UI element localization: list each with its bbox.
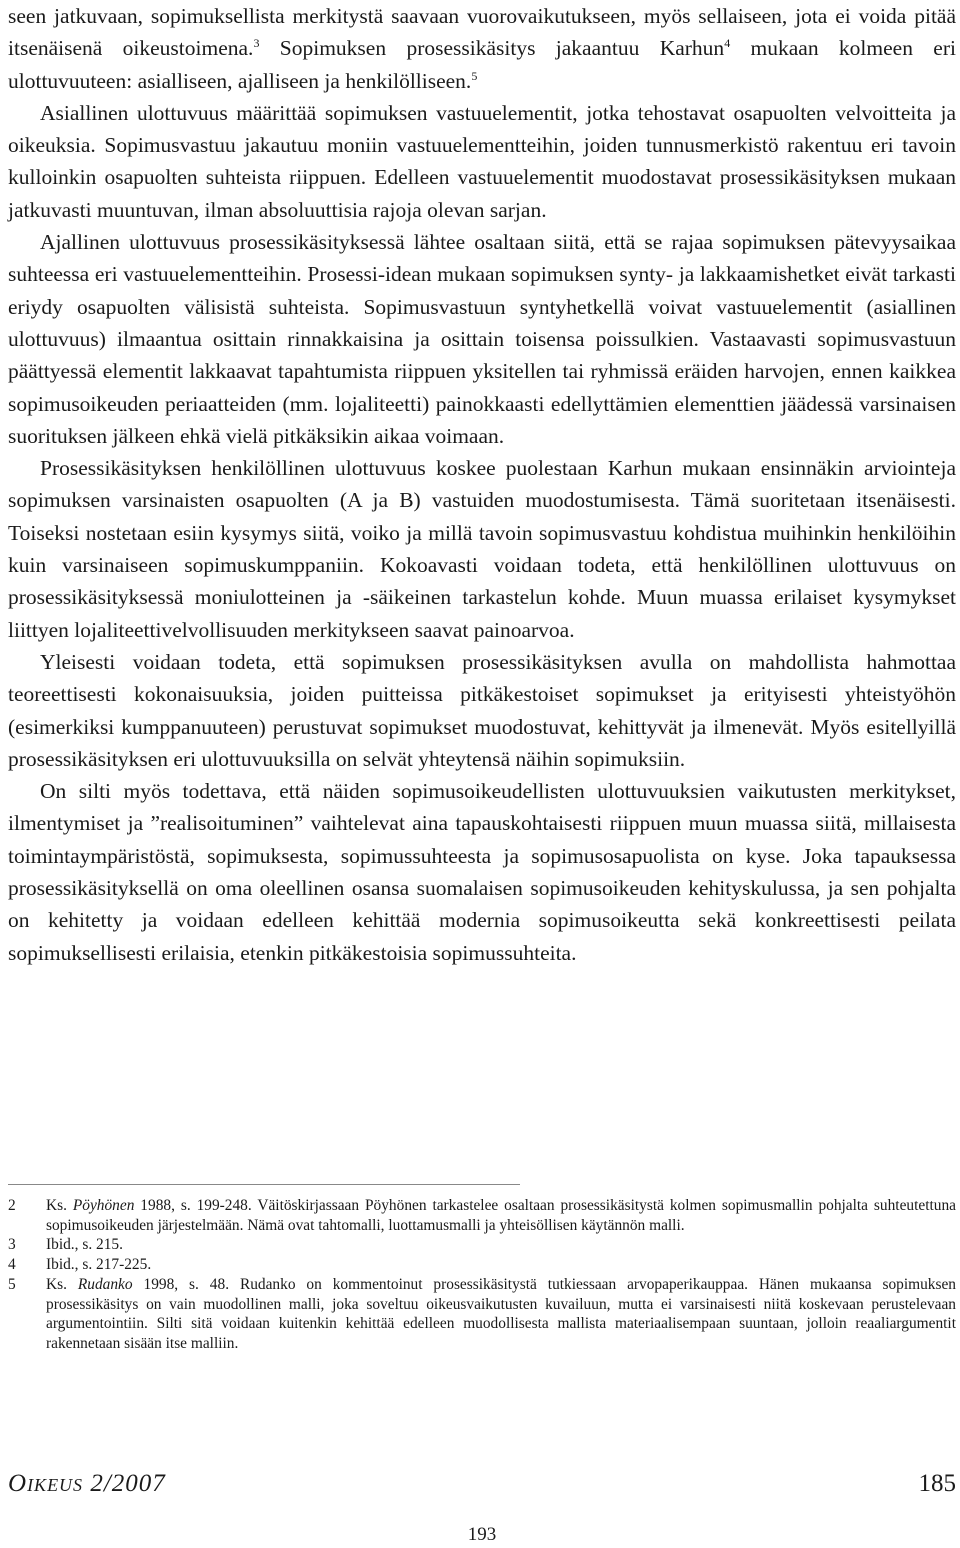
- journal-name: OIKEUS 2/2007: [8, 1470, 166, 1497]
- paragraph: [8, 775, 956, 969]
- paragraph: [8, 226, 956, 452]
- footnote-text-part: Ks.: [46, 1197, 73, 1214]
- footnote-number: 3: [8, 1236, 16, 1254]
- footnote-text: [46, 1275, 956, 1354]
- paragraph-text: Sopimuksen prosessikäsitys jakaantuu Karhun: [259, 36, 725, 61]
- paragraph-text: Prosessikäsityksen henkilöllinen ulottuvuus koskee puolestaan Karhun mukaan ensinnäkin arviointeja sopimuksen varsinaisten osapuolten (A ja B) vastuiden muodostumisesta. Tämä suoritetaan itsenäisesti. Toiseksi nostetaan esiin kysymys siitä, voiko ja millä tavoin sopimusvastuu kohdistua muihinkin henkilöihin kuin varsinaiseen sopimuskumppaniin. Kokoavasti voidaan todeta, että henkilöllinen ulottuvuus on prosessikäsityksessä moniulotteinen ja -säikeinen tarkastelun kohde. Muun muassa erilaiset kysymykset liittyen lojaliteettivelvollisuuden merkitykseen saavat painoarvoa.: [8, 456, 956, 642]
- document-page: [8, 0, 956, 1548]
- footnote-text-part: Ks.: [46, 1275, 78, 1293]
- footnote-ref: 5: [471, 68, 478, 83]
- footnote-text: [46, 1255, 956, 1275]
- page-number: 185: [918, 1470, 956, 1497]
- paragraph-text: Asiallinen ulottuvuus määrittää sopimuksen vastuuelementit, jotka tehostavat osapuolten velvoitteita ja oikeuksia. Sopimusvastuu jakautuu moniin vastuuelementteihin, joiden tunnusmerkistö rakentuu eri tavoin kulloinkin osapuolten suhteista riippuen. Edelleen vastuuelementit muodostavat prosessikäsityksen mukaan jatkuvasti muuntuvan, ilman absoluuttisia rajoja olevan sarjan.: [8, 100, 956, 222]
- footnote-ref: 3: [253, 36, 260, 51]
- paragraph-text: mukaan kolmeen eri ulottuvuuteen: asialliseen, ajalliseen ja henkilölliseen.: [8, 36, 956, 93]
- paragraph: [8, 452, 956, 646]
- footnote-text-part: 1998, s. 48. Rudanko on kommentoinut prosessikäsitystä tutkiessaan arvopaperikauppaa. Hänen mukaansa sopimuksen prosessikäsitys on vain muodollinen malli, joka soveltuu oikeusvaikutusten kuvailuun, mutta ei varsinaisesti niitä koskevaan perustelevaan argumentointiin. Silti sitä voidaan kuitenkin kehittää edelleen muodollisesta mallista materiaalisempaan suuntaan, jolloin reaaliargumentit rakennetaan sisään itse malliin.: [46, 1275, 956, 1352]
- paragraph-text: seen jatkuvaan, sopimuksellista merkitystä saavaan vuorovaikutukseen, myös sellaiseen, jota ei voida pitää itsenäisenä oikeustoimena.: [8, 4, 956, 61]
- footnote-ref: 4: [724, 36, 731, 51]
- footnote-text-part: 1988, s. 199-248. Väitöskirjassaan Pöyhönen tarkastelee osaltaan prosessikäsitystä kolmen sopimusmallin pohjalta suhteutettuna sopimusoikeuden järjestelmään. Nämä ovat tahtomalli, luottamusmalli ja yhteisöllisen käytännön malli.: [46, 1197, 956, 1234]
- footnote-number: 2: [8, 1197, 16, 1214]
- main-text: [8, 0, 956, 969]
- footnote-number: 5: [8, 1275, 16, 1293]
- footnote-text: [46, 1235, 956, 1255]
- footnote-separator: [8, 1184, 520, 1185]
- footnote: [8, 1255, 956, 1275]
- footnote-text-part: Ibid., s. 217-225.: [46, 1256, 152, 1274]
- footnote: [8, 1196, 956, 1235]
- footnote-text: [46, 1196, 956, 1235]
- paragraph-text: Ajallinen ulottuvuus prosessikäsityksessä lähtee osaltaan siitä, että se rajaa sopimuksen pätevyysaikaa suhteessa eri vastuuelementteihin. Prosessi-idean mukaan sopimuksen synty- ja lakkaamishetket eivät tarkasti eriydy osapuolten välisistä suhteista. Sopimusvastuun syntyhetkellä voivat vastuuelementit (asiallinen ulottuvuus) ilmaantua osittain rinnakkaisina ja osittain toisensa poissulkien. Vastaavasti sopimusvastuun päättyessä elementit lakkaavat tapahtumista riippuen yksitellen tai ryhmissä eräiden harvojen, ennen kaikkea sopimusoikeuden periaatteiden (mm. lojaliteetti) painokkaasti edellyttämien elementtien jäädessä varsinaisen suorituksen jälkeen ehkä vielä pitkäksikin aikaa voimaan.: [8, 230, 956, 448]
- footnotes: [8, 1196, 956, 1354]
- footnote-number: 4: [8, 1256, 16, 1274]
- pdf-page-number: 193: [467, 1524, 497, 1545]
- paragraph: [8, 0, 956, 97]
- paragraph: [8, 97, 956, 226]
- footnote-text-part: Ibid., s. 215.: [46, 1236, 123, 1254]
- paragraph-text: Yleisesti voidaan todeta, että sopimuksen prosessikäsityksen avulla on mahdollista hahmottaa teoreettisesti kokonaisuuksia, joiden puitteissa pitkäkestoiset sopimukset ja erityisesti yhteistyöhön (esimerkiksi kumppanuuteen) perustuvat sopimukset muodostuvat, kehittyvät ja ilmenevät. Myös esitellyillä prosessikäsityksen eri ulottuvuuksilla on selvät yhteytensä näihin sopimuksiin.: [8, 649, 956, 771]
- paragraph-text: On silti myös todettava, että näiden sopimusoikeudellisten ulottuvuuksien vaikutusten merkitykset, ilmentymiset ja ”realisoituminen” vaihtelevat aina tapauskohtaisesti riippuen muun muassa siitä, millaisesta toimintaympäristöstä, sopimuksesta, sopimussuhteesta ja sopimusosapuolista on kyse. Joka tapauksessa prosessikäsityksellä on oma oleellinen osansa suomalaisen sopimusoikeuden kehityskulussa, ja sen pohjalta on kehitetty ja voidaan edelleen kehittää modernia sopimusoikeutta sekä konkreettisesti peilata sopimuksellisesti erilaisia, etenkin pitkäkestoisia sopimussuhteita.: [8, 779, 956, 965]
- footnote: [8, 1235, 956, 1255]
- footnote: [8, 1275, 956, 1354]
- author-name: Rudanko: [77, 1275, 133, 1293]
- paragraph: [8, 646, 956, 775]
- author-name: Pöyhönen: [72, 1197, 135, 1214]
